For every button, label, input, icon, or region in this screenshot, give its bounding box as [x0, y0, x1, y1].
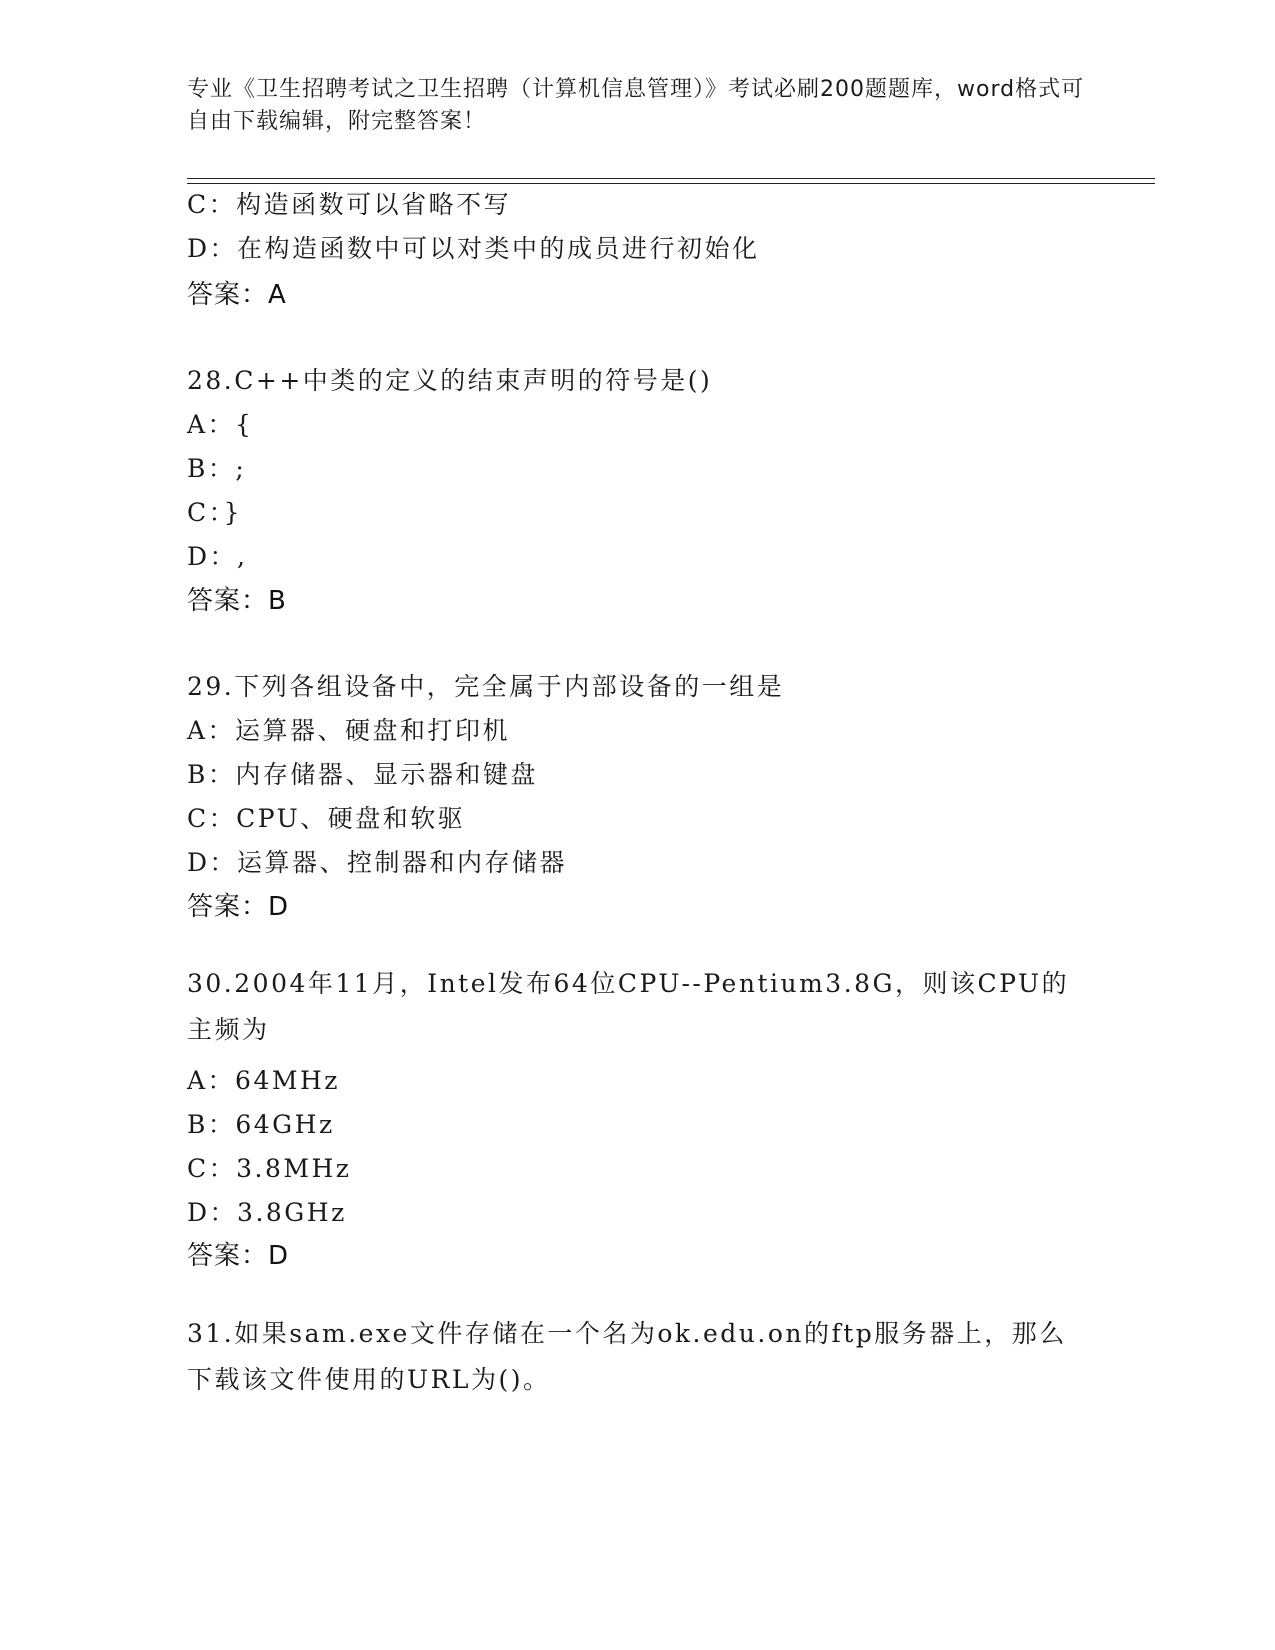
q27-answer: 答案：A: [187, 280, 287, 310]
q30-option-a: A：64MHz: [187, 1066, 340, 1095]
q30-option-d: D：3.8GHz: [187, 1198, 347, 1227]
q28-option-c: C：}: [187, 498, 243, 527]
q29-option-b: B：内存储器、显示器和键盘: [187, 760, 538, 789]
q28-option-a: A：{: [187, 410, 254, 439]
q30-answer: 答案：D: [187, 1241, 290, 1271]
q29-answer: 答案：D: [187, 892, 290, 922]
header-divider-bottom: [187, 183, 1155, 184]
q27-option-d: D：在构造函数中可以对类中的成员进行初始化: [187, 234, 760, 263]
q29-option-a: A：运算器、硬盘和打印机: [187, 716, 511, 745]
header-divider-top: [187, 178, 1155, 179]
q30-option-b: B：64GHz: [187, 1110, 335, 1139]
q29-option-d: D：运算器、控制器和内存储器: [187, 848, 568, 877]
document-header: 专业《卫生招聘考试之卫生招聘（计算机信息管理）》考试必刷200题题库，word格式可自由下载编辑，附完整答案！: [187, 77, 1085, 134]
q27-option-c: C：构造函数可以省略不写: [187, 190, 512, 219]
q28-option-b: B：;: [187, 454, 247, 483]
q30-option-c: C：3.8MHz: [187, 1154, 352, 1183]
q30-stem: 30.2004年11月，Intel发布64位CPU--Pentium3.8G，则该CPU的主频为: [187, 969, 1070, 1044]
q29-stem: 29.下列各组设备中，完全属于内部设备的一组是: [187, 672, 785, 701]
q28-answer: 答案：B: [187, 586, 287, 616]
q28-option-d: D：,: [187, 542, 248, 571]
q31-stem: 31.如果sam.exe文件存储在一个名为ok.edu.on的ftp服务器上，那么下载该文件使用的URL为()。: [187, 1319, 1067, 1394]
q28-stem: 28.C++中类的定义的结束声明的符号是(): [187, 366, 713, 395]
q29-option-c: C：CPU、硬盘和软驱: [187, 804, 466, 833]
